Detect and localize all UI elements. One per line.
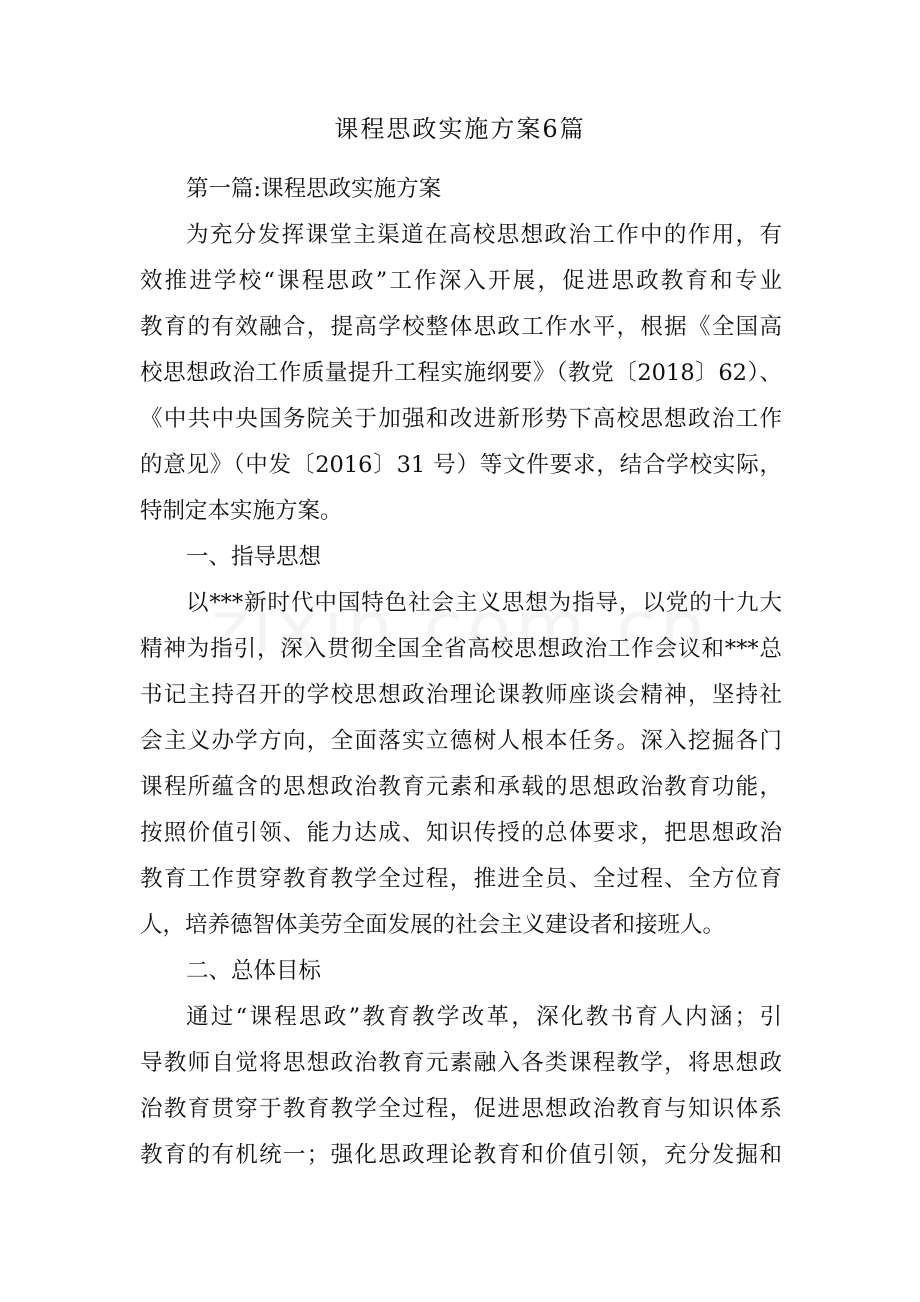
text-line: 教育工作贯穿教育教学全过程，推进全员、全过程、全方位育: [140, 866, 782, 892]
text-line: 按照价值引领、能力达成、知识传授的总体要求，把思想政治: [140, 820, 782, 846]
text-line: 课程所蕴含的思想政治教育元素和承载的思想政治教育功能，: [140, 774, 782, 800]
document-body: [140, 166, 782, 1178]
text-line: 精神为指引，深入贯彻全国全省高校思想政治工作会议和***总: [140, 636, 782, 662]
text-line: 治教育贯穿于教育教学全过程，促进思想政治教育与知识体系: [140, 1096, 782, 1122]
text-line: 教育的有效融合，提高学校整体思政工作水平，根据《全国高: [140, 314, 782, 340]
text-line: 效推进学校“课程思政”工作深入开展，促进思政教育和专业: [140, 268, 782, 294]
text-line: 人，培养德智体美劳全面发展的社会主义建设者和接班人。: [140, 912, 726, 938]
text-line: 一、指导思想: [186, 544, 322, 570]
text-line: 第一篇:课程思政实施方案: [186, 176, 442, 202]
text-line: 的意见》（中发〔2016〕31 号）等文件要求，结合学校实际，: [140, 452, 782, 478]
text-line: 《中共中央国务院关于加强和改进新形势下高校思想政治工作: [140, 406, 782, 432]
text-line: 通过“课程思政”教育教学改革，深化教书育人内涵；引: [186, 1004, 782, 1030]
text-line: 教育的有机统一；强化思政理论教育和价值引领，充分发掘和: [140, 1142, 782, 1168]
text-line: 特制定本实施方案。: [140, 498, 343, 524]
page-title: 课程思政实施方案6篇: [334, 115, 586, 143]
text-line: 校思想政治工作质量提升工程实施纲要》（教党〔2018〕62）、: [140, 360, 782, 386]
text-line: 二、总体目标: [186, 958, 322, 984]
text-line: 书记主持召开的学校思想政治理论课教师座谈会精神，坚持社: [140, 682, 782, 708]
text-line: 以***新时代中国特色社会主义思想为指导，以党的十九大: [186, 590, 782, 616]
text-line: 导教师自觉将思想政治教育元素融入各类课程教学，将思想政: [140, 1050, 782, 1076]
text-line: 会主义办学方向，全面落实立德树人根本任务。深入挖掘各门: [140, 728, 782, 754]
text-line: 为充分发挥课堂主渠道在高校思想政治工作中的作用，有: [186, 222, 782, 248]
